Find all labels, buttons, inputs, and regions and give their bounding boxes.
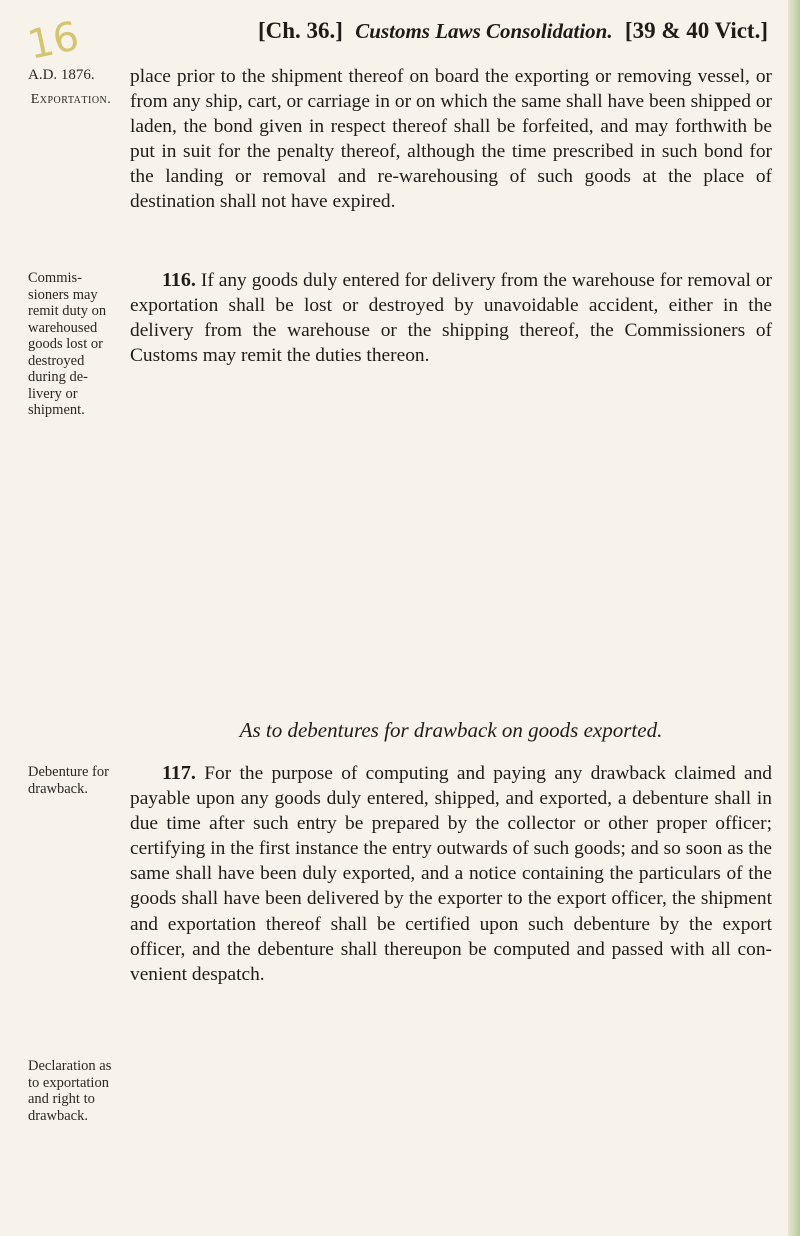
- margin-year: A.D. 1876.: [28, 67, 95, 83]
- scan-edge: [788, 0, 800, 1236]
- pencil-mark: 16: [23, 13, 84, 69]
- section-117: [130, 761, 772, 987]
- running-head: [258, 18, 768, 52]
- margin-note-commissioners-remit: Commissioners may remit duty on warehoused goods lost or destroyed during delivery or shipment.: [28, 270, 107, 418]
- section-heading: As to debentures for drawback on goods exported.: [239, 718, 663, 742]
- section-116: [130, 268, 772, 368]
- margin-section: Exportation.: [30, 91, 112, 107]
- section-number: 116.: [162, 269, 196, 291]
- section-text: For the purpose of computing and paying any drawback claimed and payable upon any goods duly entered, shipped, and exported, a debenture shall in due time after such entry be prepared by the collector or other proper officer; certifying in the first instance the entry outwards of such goods; and so soon as the same shall have been duly exported, and a notice containing the particulars of the goods shall have been delivered by the exporter to the export officer, the shipment and exportation thereof shall be certified upon such debenture by the export officer, and the debenture shall thereupon be computed and passed with all convenient despatch.: [130, 763, 772, 985]
- section-text: If any goods duly entered for delivery from the warehouse for removal or exportation shall be lost or destroyed by unavoidable accident, either in the delivery from the warehouse or the shipping thereof, the Commissioners of Customs may remit the duties thereon.: [130, 270, 772, 367]
- continued-paragraph: place prior to the shipment thereof on board the exporting or removing vessel, or from any ship, cart, or carriage in or on which the same shall have been shipped or laden, the bond given in respect thereof shall be forfeited, and may forthwith be put in suit for the penalty thereof, although the time prescribed in such bond for the landing or removal and re-warehousing of such goods at the place of destination shall not have expired.: [130, 66, 772, 213]
- running-title: Customs Laws Consolidation.: [355, 19, 613, 43]
- margin-year-block: [28, 67, 114, 108]
- section-number: 117.: [162, 762, 196, 784]
- regnal-year: [39 & 40 Vict.]: [624, 18, 768, 43]
- margin-note-declaration: Declaration as to exportation and right to drawback.: [28, 1058, 112, 1124]
- chapter-label: [Ch. 36.]: [258, 18, 343, 43]
- margin-note-debenture: Debenture for drawback.: [28, 764, 109, 797]
